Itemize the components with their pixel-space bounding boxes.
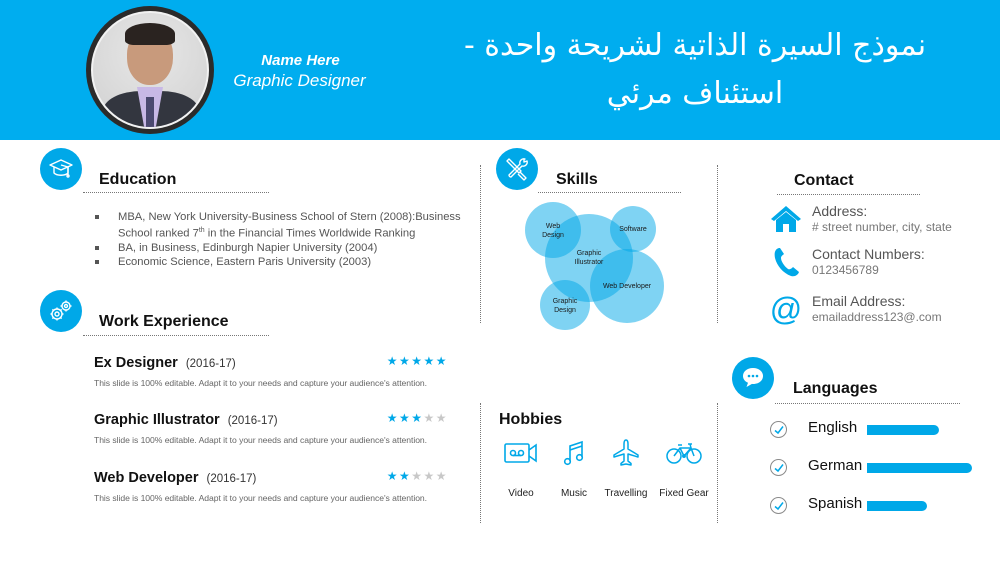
rating-stars: ★★★★★: [386, 354, 448, 368]
language-label: German: [808, 457, 863, 474]
checkmark-icon: [770, 421, 787, 438]
job-description: This slide is 100% editable. Adapt it to your needs and capture your audience's attention.: [94, 378, 427, 388]
graduation-cap-icon: [40, 148, 82, 190]
language-label: English: [808, 419, 858, 436]
hobby-travelling: [596, 439, 656, 499]
contact-label: Address:: [812, 203, 868, 219]
hobbies-heading: Hobbies: [499, 411, 563, 428]
skill-label: Software: [619, 226, 647, 233]
at-sign-icon: @: [769, 291, 803, 327]
contact-value: # street number, city, state: [812, 220, 952, 234]
contact-label: Email Address:: [812, 293, 906, 309]
hobby-label: Fixed Gear: [659, 488, 709, 499]
profile-photo-frame: [86, 6, 214, 134]
profile-photo: [91, 11, 209, 129]
education-item: Economic Science, Eastern Paris University (2003): [93, 255, 478, 269]
education-item: BA, in Business, Edinburgh Napier University (2004): [93, 241, 478, 255]
job-description: This slide is 100% editable. Adapt it to your needs and capture your audience's attention.: [94, 493, 427, 503]
header-banner: [0, 0, 1000, 140]
work-experience-heading: Work Experience: [99, 313, 229, 330]
contact-heading: Contact: [794, 172, 854, 189]
divider: [775, 403, 960, 404]
video-camera-icon: [502, 439, 540, 467]
divider: [83, 335, 269, 336]
skill-label: Graphic Illustrator: [574, 250, 604, 266]
vertical-divider: [480, 165, 481, 323]
music-note-icon: [555, 439, 593, 467]
job-title: Web Developer: [94, 470, 199, 486]
home-icon: [768, 203, 804, 235]
job-title: Ex Designer: [94, 355, 178, 371]
education-list: [93, 210, 478, 269]
tools-icon: [496, 148, 538, 190]
skill-label: Web Developer: [602, 283, 652, 290]
language-item: [768, 495, 988, 515]
vertical-divider: [717, 403, 718, 523]
job-years: (2016-17): [206, 473, 257, 485]
hobby-video: [491, 439, 551, 499]
job-entry: [94, 469, 466, 503]
gears-icon: [40, 290, 82, 332]
skill-label: Web Design: [542, 223, 564, 239]
job-entry: [94, 354, 466, 388]
hobby-label: Video: [508, 488, 534, 499]
language-item: [768, 419, 988, 439]
person-role: Graphic Designer: [233, 71, 366, 90]
contact-label: Contact Numbers:: [812, 246, 925, 262]
hobby-fixed-gear: [654, 439, 714, 499]
rating-stars: ★★★★★: [386, 469, 448, 483]
hobby-music: [544, 439, 604, 499]
education-item: MBA, New York University-Business School of Stern (2008):Business School ranked 7th in the Financial Times Worldwide Ranking: [93, 210, 478, 241]
airplane-icon: [607, 439, 645, 467]
phone-icon: [768, 246, 804, 278]
job-description: This slide is 100% editable. Adapt it to your needs and capture your audience's attention.: [94, 435, 427, 445]
education-heading: Education: [99, 171, 177, 188]
job-years: (2016-17): [227, 415, 278, 427]
checkmark-icon: [770, 497, 787, 514]
hobby-label: Travelling: [604, 488, 648, 499]
contact-value: emailaddress123@.com: [812, 310, 942, 324]
divider: [538, 192, 681, 193]
languages-heading: Languages: [793, 380, 878, 397]
person-name: Name Here: [261, 52, 340, 69]
job-title: Graphic Illustrator: [94, 412, 220, 428]
vertical-divider: [480, 403, 481, 523]
language-level-bar: [867, 501, 927, 511]
language-item: [768, 457, 988, 477]
skill-label: Graphic Design: [552, 298, 578, 314]
page-title: نموذج السيرة الذاتية لشريحة واحدة - استئناف مرئي: [463, 28, 927, 111]
hobby-label: Music: [560, 488, 588, 499]
language-label: Spanish: [808, 495, 863, 512]
job-entry: [94, 411, 466, 445]
contact-value: 0123456789: [812, 263, 879, 277]
job-years: (2016-17): [185, 358, 236, 370]
chat-bubble-icon: [732, 357, 774, 399]
divider: [777, 194, 920, 195]
skills-heading: Skills: [556, 171, 598, 188]
language-level-bar: [867, 425, 939, 435]
rating-stars: ★★★★★: [386, 411, 448, 425]
bicycle-icon: [665, 439, 703, 467]
divider: [83, 192, 269, 193]
vertical-divider: [717, 165, 718, 323]
checkmark-icon: [770, 459, 787, 476]
language-level-bar: [867, 463, 972, 473]
